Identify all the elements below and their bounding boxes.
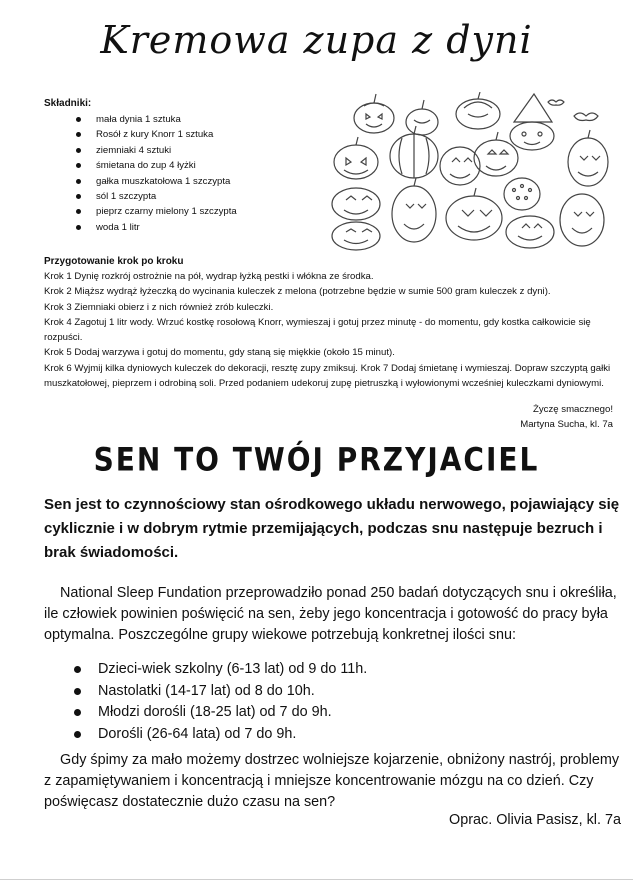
step-text: Krok 3 Ziemniaki obierz i z nich również zrób kuleczki. [44, 301, 274, 313]
list-item: sól 1 szczypta [96, 189, 237, 204]
witch-hat-pumpkin-icon [510, 94, 554, 150]
pumpkin-icon [354, 94, 394, 133]
pumpkin-icon [392, 178, 436, 242]
step-text: Krok 4 Zagotuj 1 litr wody. Wrzuć kostkę rosołową Knorr, wymieszaj i gotuj przez minutę - do momentu, gdy kostka całkowicie się rozpuści. [44, 316, 591, 344]
step-text: Krok 6 Wyjmij kilka dyniowych kuleczek do dekoracji, resztę zupy zmiksuj. Krok 7 Dodaj śmietanę i wymieszaj. Dopraw szczyptą gałki muszkatołowej, pieprzem i odrobiną soli. Przed podaniem udekoruj zupę pietruszką i wyłowionymi wcześniej kuleczkami dyniowymi. [44, 362, 611, 390]
preparation-steps [44, 269, 616, 391]
list-item: Młodzi dorośli (18-25 lat) od 7 do 9h. [98, 702, 367, 724]
article-title: SEN TO TWÓJ PRZYJACIEL [93, 440, 540, 479]
divider [0, 879, 633, 880]
list-item: Dzieci-wiek szkolny (6-13 lat) od 9 do 11h. [98, 659, 367, 681]
pumpkin-icon [446, 188, 502, 240]
pumpkin-icon [406, 100, 438, 135]
list-item: śmietana do zup 4 łyżki [96, 158, 237, 173]
pumpkin-icon [474, 132, 518, 176]
striped-pumpkin-icon [390, 126, 438, 178]
step-text: Krok 5 Dodaj warzywa i gotuj do momentu, gdy staną się miękkie (około 15 minut). [44, 347, 395, 359]
step-text: Krok 1 Dynię rozkrój ostrożnie na pół, wydrap łyżką pestki i włókna ze środka. [44, 271, 374, 282]
pumpkin-icon [334, 137, 378, 179]
pumpkin-icon [440, 147, 480, 185]
recipe-title: Kremowa zupa z dyni [100, 18, 533, 62]
list-item: Dorośli (26-64 lata) od 7 do 9h. [98, 724, 367, 746]
pumpkin-icon [568, 130, 608, 186]
article-paragraph: Gdy śpimy za mało możemy dostrzec wolniejsze kojarzenie, obniżony nastrój, problemy z zapamiętywaniem i koncentracją i mniejsze koncentrowanie mózgu na co dzień. Czy poświęcasz dostatecznie dużo czasu na sen? [44, 752, 620, 810]
pumpkin-icon [456, 92, 500, 129]
ingredients-list [96, 112, 237, 235]
list-item: mała dynia 1 sztuka [96, 112, 237, 127]
list-item: Nastolatki (14-17 lat) od 8 do 10h. [98, 681, 367, 703]
list-item: ziemniaki 4 sztuki [96, 143, 237, 158]
list-item: woda 1 litr [96, 220, 237, 235]
step-text: Krok 2 Miąższ wydrąż łyżeczką do wycinania kuleczek z melona (potrzebne będzie w sumie 500 gram kuleczek z dyni). [44, 286, 551, 298]
wish-text: Życzę smacznego! [533, 404, 613, 415]
pumpkins-illustration [326, 92, 618, 252]
pumpkin-icon [332, 222, 380, 250]
list-item: pieprz czarny mielony 1 szczypta [96, 204, 237, 219]
recipe-author: Martyna Sucha, kl. 7a [520, 419, 613, 430]
list-item: gałka muszkatołowa 1 szczypta [96, 174, 237, 189]
article-author: Oprac. Olivia Pasisz, kl. 7a [449, 812, 621, 828]
sleep-groups-list [98, 659, 367, 745]
article-lead: Sen jest to czynnościowy stan ośrodkowego układu nerwowego, pojawiający się cyklicznie i w dobrym rytmie przemijających, podczas snu następuje bezruch i brak świadomości. [44, 496, 620, 561]
recipe-signature [520, 402, 613, 432]
dotted-pumpkin-icon [504, 178, 540, 210]
bat-icon [548, 100, 598, 121]
article-paragraph: National Sleep Fundation przeprowadziło ponad 250 badań dotyczących snu i określiła, ile człowiek powinien poświęcić na sen, żeby jego koncentracja i gotowość do pracy była optymalna. Poszczególne grupy wiekowe potrzebują konkretnej ilości snu: [44, 585, 617, 643]
ingredients-heading: Składniki: [44, 98, 92, 109]
pumpkin-icon [560, 194, 604, 246]
pumpkin-icon [506, 216, 554, 248]
pumpkin-icon [332, 188, 380, 220]
preparation-heading: Przygotowanie krok po kroku [44, 256, 184, 267]
list-item: Rosół z kury Knorr 1 sztuka [96, 127, 237, 142]
